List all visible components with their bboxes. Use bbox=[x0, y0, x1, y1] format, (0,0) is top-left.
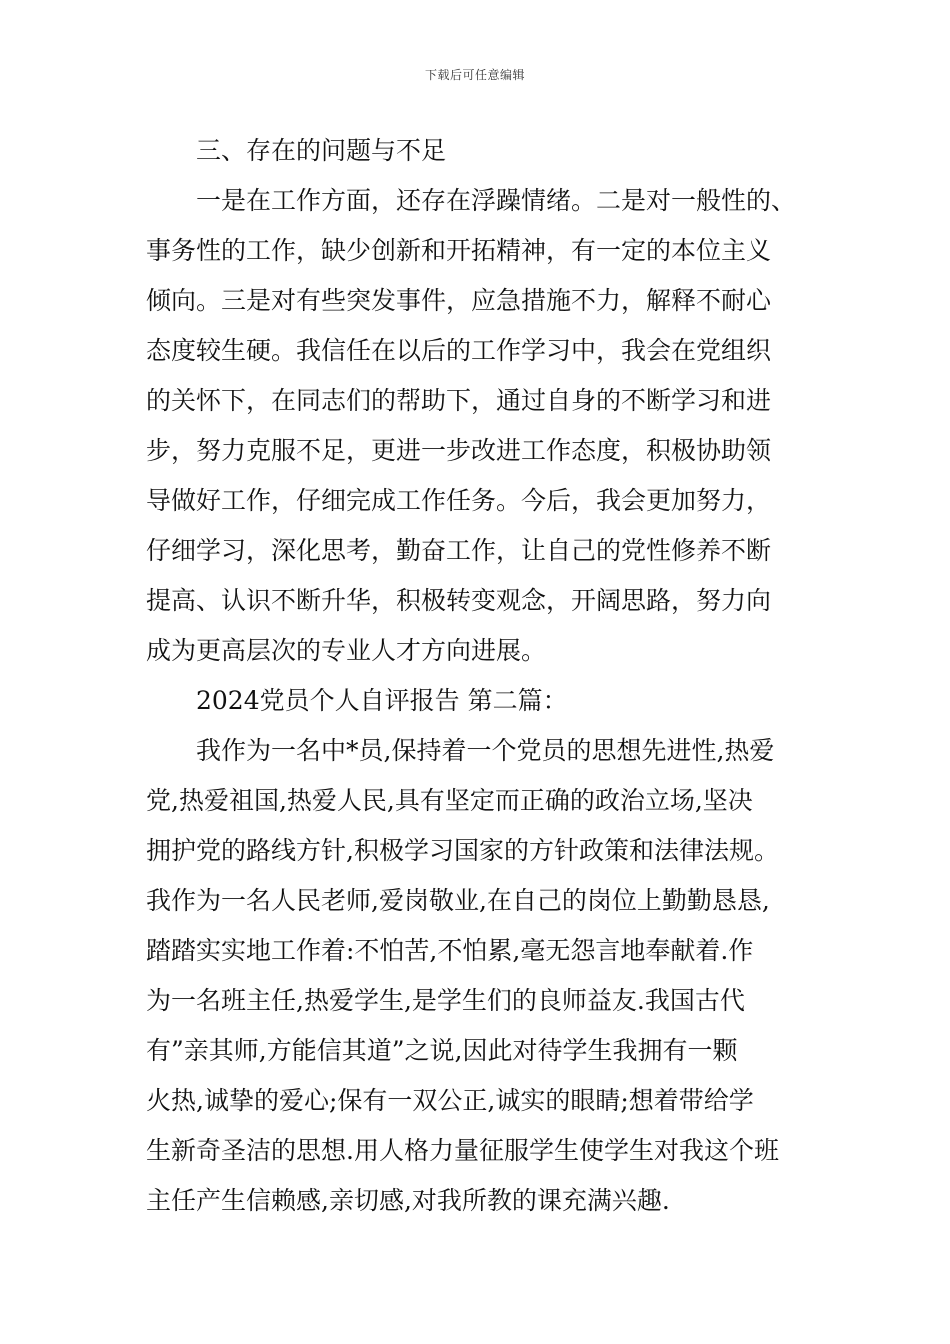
paragraph-line: 踏踏实实地工作着:不怕苦,不怕累,毫无怨言地奉献着.作 bbox=[146, 936, 754, 965]
paragraph-line: 一是在工作方面，还存在浮躁情绪。二是对一般性的、 bbox=[196, 186, 797, 215]
paragraph-line: 态度较生硬。我信任在以后的工作学习中，我会在党组织 bbox=[146, 336, 772, 365]
paragraph-line: 生新奇圣洁的思想.用人格力量征服学生使学生对我这个班 bbox=[146, 1136, 779, 1165]
paragraph-line: 有”亲其师,方能信其道”之说,因此对待学生我拥有一颗 bbox=[146, 1036, 738, 1065]
section-heading: 三、存在的问题与不足 bbox=[196, 136, 447, 165]
paragraph-line: 火热,诚挚的爱心;保有一双公正,诚实的眼睛;想着带给学 bbox=[146, 1086, 754, 1115]
paragraph-line: 我作为一名人民老师,爱岗敬业,在自己的岗位上勤勤恳恳, bbox=[146, 886, 770, 915]
paragraph-line: 成为更高层次的专业人才方向进展。 bbox=[146, 636, 547, 665]
paragraph-line: 步，努力克服不足，更进一步改进工作态度，积极协助领 bbox=[146, 436, 772, 465]
paragraph-line: 拥护党的路线方针,积极学习国家的方针政策和法律法规。 bbox=[146, 836, 779, 865]
paragraph-line: 提高、认识不断升华，积极转变观念，开阔思路，努力向 bbox=[146, 586, 772, 615]
paragraph-line: 主任产生信赖感,亲切感,对我所教的课充满兴趣. bbox=[146, 1186, 670, 1215]
paragraph-line: 事务性的工作，缺少创新和开拓精神，有一定的本位主义 bbox=[146, 236, 772, 265]
paragraph-line: 为一名班主任,热爱学生,是学生们的良师益友.我国古代 bbox=[146, 986, 745, 1015]
paragraph-line: 我作为一名中*员,保持着一个党员的思想先进性,热爱 bbox=[196, 736, 775, 765]
paragraph-line: 仔细学习，深化思考，勤奋工作，让自己的党性修养不断 bbox=[146, 536, 772, 565]
paragraph-line: 党,热爱祖国,热爱人民,具有坚定而正确的政治立场,坚决 bbox=[146, 786, 753, 815]
paragraph-line: 的关怀下，在同志们的帮助下，通过自身的不断学习和进 bbox=[146, 386, 772, 415]
paragraph-line: 倾向。三是对有些突发事件，应急措施不力，解释不耐心 bbox=[146, 286, 772, 315]
paragraph-line: 导做好工作，仔细完成工作任务。今后，我会更加努力， bbox=[146, 486, 772, 515]
header-note: 下载后可任意编辑 bbox=[424, 68, 525, 82]
second-article-heading: 2024党员个人自评报告 第二篇： bbox=[196, 686, 568, 715]
